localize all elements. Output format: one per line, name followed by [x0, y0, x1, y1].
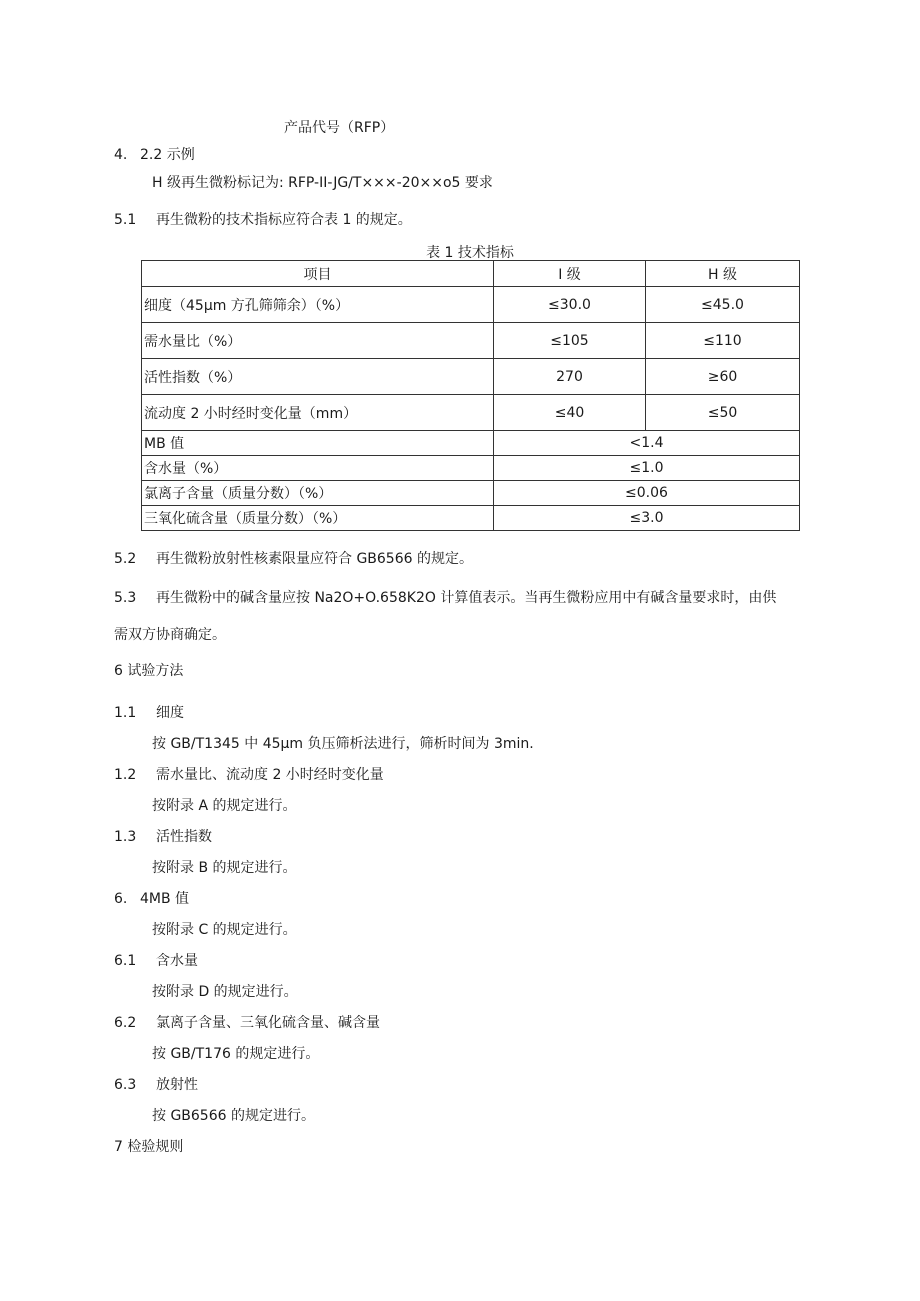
method-title: 需水量比、流动度 2 小时经时变化量 — [156, 767, 384, 783]
table-row — [142, 456, 800, 481]
method-body: 按附录 B 的规定进行。 — [152, 860, 297, 876]
table-row — [142, 359, 800, 395]
s53-text-line1: 再生微粉中的碱含量应按 Na2O+O.658K2O 计算值表示。当再生微粉应用中有碱含量要求时，由供 — [156, 590, 777, 606]
method-title: 含水量 — [156, 953, 198, 969]
example-text: H 级再生微粉标记为: RFP-II-JG/T×××-20××o5 要求 — [152, 175, 493, 191]
s51-number: 5.1 — [114, 212, 137, 228]
row-merged-value: <1.4 — [494, 431, 800, 456]
method-number: 1.1 — [114, 705, 137, 721]
method-title: 氯离子含量、三氧化硫含量、碱含量 — [156, 1015, 380, 1031]
row-item: 流动度 2 小时经时变化量（mm） — [142, 395, 494, 431]
method-body: 按 GB/T176 的规定进行。 — [152, 1046, 320, 1062]
s53-text-line2: 需双方协商确定。 — [114, 627, 226, 643]
table-row — [142, 287, 800, 323]
s53-number: 5.3 — [114, 590, 137, 606]
row-merged-value: ≤0.06 — [494, 481, 800, 506]
spec-table — [141, 260, 800, 531]
method-number: 6.2 — [114, 1015, 137, 1031]
table-row — [142, 506, 800, 531]
example-number: 4. — [114, 147, 128, 163]
row-item: MB 值 — [142, 431, 494, 456]
row-grade-2-value: ≤50 — [646, 395, 800, 431]
method-body: 按附录 D 的规定进行。 — [152, 984, 298, 1000]
table-row — [142, 481, 800, 506]
row-item: 需水量比（%） — [142, 323, 494, 359]
row-item: 含水量（%） — [142, 456, 494, 481]
row-grade-2-value: ≥60 — [646, 359, 800, 395]
table-header-row — [142, 261, 800, 287]
s52-number: 5.2 — [114, 551, 137, 567]
row-item: 细度（45μm 方孔筛筛余）（%） — [142, 287, 494, 323]
table-row — [142, 323, 800, 359]
method-number: 1.3 — [114, 829, 137, 845]
header-item: 项目 — [142, 261, 494, 287]
header-grade-2: H 级 — [646, 261, 800, 287]
method-title: 活性指数 — [156, 829, 212, 845]
table-row — [142, 395, 800, 431]
method-body: 按 GB/T1345 中 45μm 负压筛析法进行，筛析时间为 3min. — [152, 736, 534, 752]
method-number: 6.1 — [114, 953, 137, 969]
row-item: 活性指数（%） — [142, 359, 494, 395]
method-body: 按附录 C 的规定进行。 — [152, 922, 297, 938]
row-grade-1-value: ≤30.0 — [494, 287, 646, 323]
example-title: 2.2 示例 — [140, 147, 195, 163]
s52-text: 再生微粉放射性核素限量应符合 GB6566 的规定。 — [156, 551, 473, 567]
header-grade-1: I 级 — [494, 261, 646, 287]
product-code-label: 产品代号（RFP） — [284, 120, 395, 136]
row-grade-1-value: 270 — [494, 359, 646, 395]
section-6-title: 6 试验方法 — [114, 663, 184, 679]
method-number: 6.3 — [114, 1077, 137, 1093]
row-item: 氯离子含量（质量分数）（%） — [142, 481, 494, 506]
row-grade-2-value: ≤110 — [646, 323, 800, 359]
s51-text: 再生微粉的技术指标应符合表 1 的规定。 — [156, 212, 412, 228]
table-row — [142, 431, 800, 456]
row-merged-value: ≤1.0 — [494, 456, 800, 481]
method-title: 放射性 — [156, 1077, 198, 1093]
method-body: 按附录 A 的规定进行。 — [152, 798, 297, 814]
method-title: 细度 — [156, 705, 184, 721]
row-item: 三氧化硫含量（质量分数）（%） — [142, 506, 494, 531]
method-number: 1.2 — [114, 767, 137, 783]
section-7-title: 7 检验规则 — [114, 1139, 184, 1155]
table-caption: 表 1 技术指标 — [426, 245, 514, 261]
row-grade-1-value: ≤40 — [494, 395, 646, 431]
method-body: 按 GB6566 的规定进行。 — [152, 1108, 315, 1124]
row-grade-1-value: ≤105 — [494, 323, 646, 359]
row-grade-2-value: ≤45.0 — [646, 287, 800, 323]
method-number: 6. — [114, 891, 128, 907]
method-title: 4MB 值 — [140, 891, 190, 907]
row-merged-value: ≤3.0 — [494, 506, 800, 531]
